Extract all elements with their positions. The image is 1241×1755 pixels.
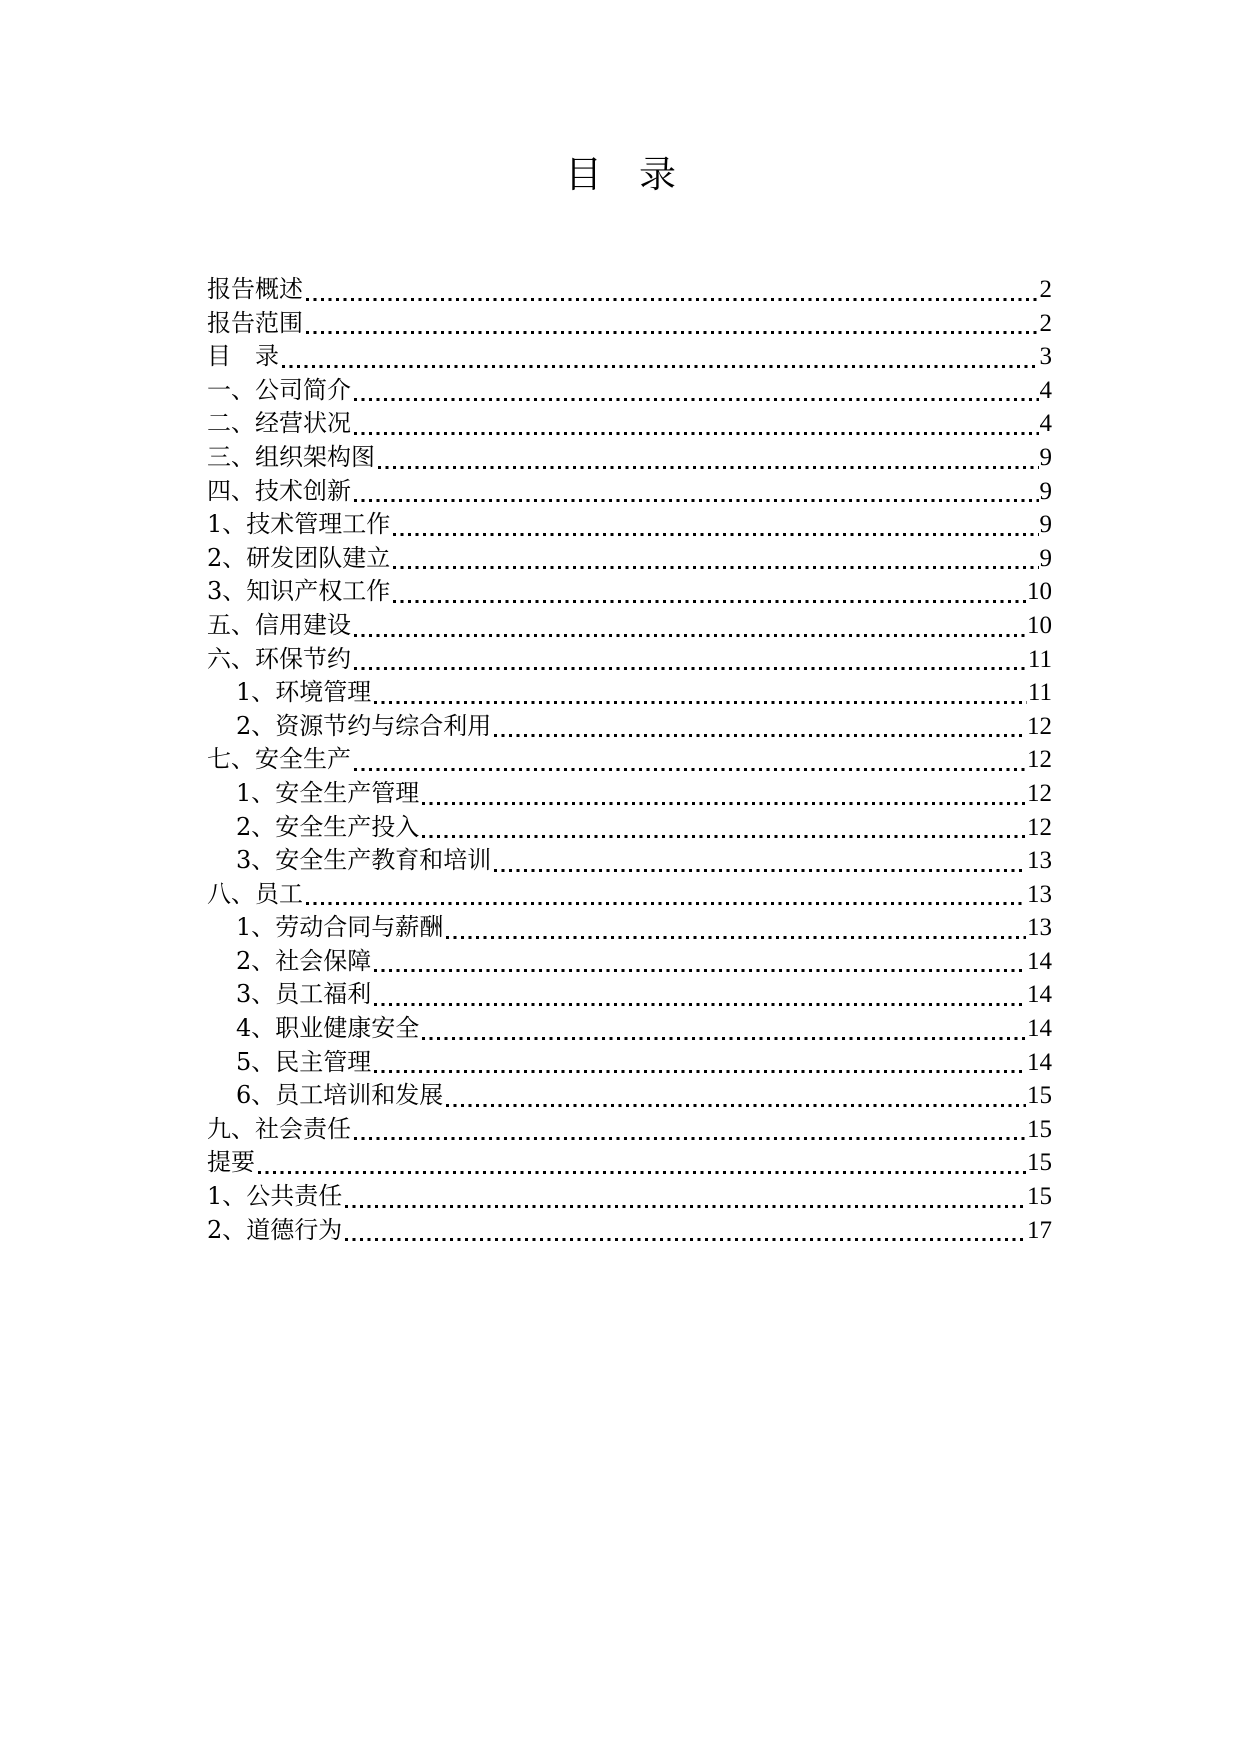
toc-entry[interactable]: [207, 575, 1052, 609]
toc-entry-label: 报告范围: [207, 308, 303, 337]
toc-entry[interactable]: [207, 844, 1052, 878]
toc-entry-label: 六、环保节约: [207, 644, 351, 673]
leader-dots: [354, 475, 1039, 509]
leader-dots: [306, 307, 1039, 341]
toc-entry-label: 目 录: [207, 342, 279, 371]
toc-entry-page: 2: [1039, 309, 1052, 337]
toc-entry-page: 13: [1027, 847, 1052, 875]
toc-entry[interactable]: [207, 878, 1052, 912]
toc-entry-label: 二、经营状况: [207, 409, 351, 438]
toc-entry[interactable]: [207, 911, 1052, 945]
toc-entry-label: 2、研发团队建立: [207, 543, 391, 572]
toc-entry-page: 14: [1027, 1048, 1052, 1076]
toc-entry-label: 四、技术创新: [207, 476, 351, 505]
leader-dots: [354, 1113, 1026, 1147]
toc-entry-page: 3: [1039, 343, 1052, 371]
leader-dots: [345, 1214, 1026, 1248]
leader-dots: [374, 1046, 1026, 1080]
toc-entry[interactable]: [207, 1113, 1052, 1147]
toc-entry-page: 12: [1027, 813, 1052, 841]
leader-dots: [354, 374, 1039, 408]
toc-entry[interactable]: [207, 374, 1052, 408]
toc-entry-label: 一、公司简介: [207, 375, 351, 404]
toc-entry-page: 12: [1027, 779, 1052, 807]
toc-entry-page: 15: [1027, 1183, 1052, 1211]
toc-entry[interactable]: [207, 508, 1052, 542]
toc-entry-page: 15: [1027, 1082, 1052, 1110]
leader-dots: [393, 542, 1038, 576]
leader-dots: [494, 844, 1026, 878]
toc-entry-page: 10: [1027, 611, 1052, 639]
toc-entry-page: 2: [1039, 276, 1052, 303]
leader-dots: [354, 743, 1026, 777]
toc-entry-page: 12: [1027, 712, 1052, 740]
toc-entry[interactable]: [207, 340, 1052, 374]
toc-entry-label: 1、环境管理: [236, 678, 372, 707]
leader-dots: [258, 1146, 1026, 1180]
toc-entry-label: 3、员工福利: [236, 980, 372, 1009]
toc-entry-label: 2、资源节约与综合利用: [236, 711, 492, 740]
toc-entry-label: 1、公共责任: [207, 1182, 343, 1211]
toc-entry-label: 1、劳动合同与薪酬: [236, 913, 444, 942]
leader-dots: [422, 1012, 1026, 1046]
leader-dots: [354, 407, 1039, 441]
leader-dots: [374, 978, 1026, 1012]
leader-dots: [378, 441, 1039, 475]
toc-entry-page: 4: [1039, 376, 1052, 404]
toc-list: [207, 273, 1052, 1247]
toc-entry-label: 2、安全生产投入: [236, 812, 420, 841]
toc-entry[interactable]: [207, 407, 1052, 441]
toc-entry-label: 2、道德行为: [207, 1215, 343, 1244]
toc-entry[interactable]: [207, 777, 1052, 811]
toc-entry[interactable]: [207, 475, 1052, 509]
toc-entry-label: 2、社会保障: [236, 946, 372, 975]
toc-entry-page: 10: [1027, 578, 1052, 606]
leader-dots: [393, 575, 1026, 609]
toc-entry-label: 提要: [207, 1148, 255, 1177]
leader-dots: [345, 1180, 1026, 1214]
toc-entry-label: 5、民主管理: [236, 1047, 372, 1076]
toc-entry[interactable]: [207, 1146, 1052, 1180]
toc-entry-label: 1、安全生产管理: [236, 778, 420, 807]
toc-entry-page: 9: [1039, 544, 1052, 572]
toc-entry-page: 11: [1027, 645, 1052, 673]
toc-entry-page: 9: [1039, 443, 1052, 471]
toc-entry-page: 13: [1027, 914, 1052, 942]
toc-entry[interactable]: [207, 676, 1052, 710]
toc-entry-page: 4: [1039, 410, 1052, 438]
leader-dots: [374, 676, 1027, 710]
toc-entry-page: 17: [1027, 1216, 1052, 1244]
leader-dots: [393, 508, 1038, 542]
leader-dots: [422, 777, 1026, 811]
toc-entry[interactable]: [207, 441, 1052, 475]
toc-entry[interactable]: [207, 542, 1052, 576]
toc-entry-label: 6、员工培训和发展: [236, 1081, 444, 1110]
leader-dots: [306, 878, 1026, 912]
leader-dots: [282, 340, 1039, 374]
toc-entry-page: 14: [1027, 947, 1052, 975]
toc-entry-page: 15: [1027, 1115, 1052, 1143]
toc-entry[interactable]: [207, 811, 1052, 845]
toc-entry-label: 3、安全生产教育和培训: [236, 846, 492, 875]
toc-entry-label: 九、社会责任: [207, 1114, 351, 1143]
leader-dots: [494, 710, 1026, 744]
toc-entry-label: 1、技术管理工作: [207, 510, 391, 539]
toc-entry[interactable]: [207, 1214, 1052, 1248]
toc-entry-page: 13: [1027, 880, 1052, 908]
toc-entry-page: 9: [1039, 511, 1052, 539]
leader-dots: [446, 1079, 1026, 1113]
toc-entry[interactable]: [207, 273, 1052, 307]
toc-entry-label: 七、安全生产: [207, 745, 351, 774]
toc-entry-page: 14: [1027, 1015, 1052, 1043]
toc-entry-label: 三、组织架构图: [207, 442, 375, 471]
toc-entry[interactable]: [207, 1012, 1052, 1046]
toc-entry-label: 报告概述: [207, 275, 303, 303]
leader-dots: [446, 911, 1026, 945]
toc-entry[interactable]: [207, 1079, 1052, 1113]
toc-title: 目 录: [565, 153, 676, 196]
toc-entry[interactable]: [207, 710, 1052, 744]
toc-entry-label: 4、职业健康安全: [236, 1014, 420, 1043]
toc-entry-page: 9: [1039, 477, 1052, 505]
toc-entry[interactable]: [207, 743, 1052, 777]
toc-entry-page: 11: [1027, 679, 1052, 707]
toc-entry-page: 14: [1027, 981, 1052, 1009]
toc-entry[interactable]: [207, 945, 1052, 979]
leader-dots: [306, 273, 1039, 307]
toc-entry[interactable]: [207, 1180, 1052, 1214]
toc-entry-page: 12: [1027, 746, 1052, 774]
toc-entry[interactable]: [207, 978, 1052, 1012]
toc-entry[interactable]: [207, 307, 1052, 341]
toc-entry-label: 五、信用建设: [207, 610, 351, 639]
toc-entry-page: 15: [1027, 1149, 1052, 1177]
leader-dots: [354, 643, 1027, 677]
leader-dots: [422, 811, 1026, 845]
leader-dots: [354, 609, 1026, 643]
toc-entry[interactable]: [207, 643, 1052, 677]
toc-entry[interactable]: [207, 1046, 1052, 1080]
toc-entry[interactable]: [207, 609, 1052, 643]
toc-entry-label: 八、员工: [207, 879, 303, 908]
toc-entry-label: 3、知识产权工作: [207, 577, 391, 606]
leader-dots: [374, 945, 1026, 979]
